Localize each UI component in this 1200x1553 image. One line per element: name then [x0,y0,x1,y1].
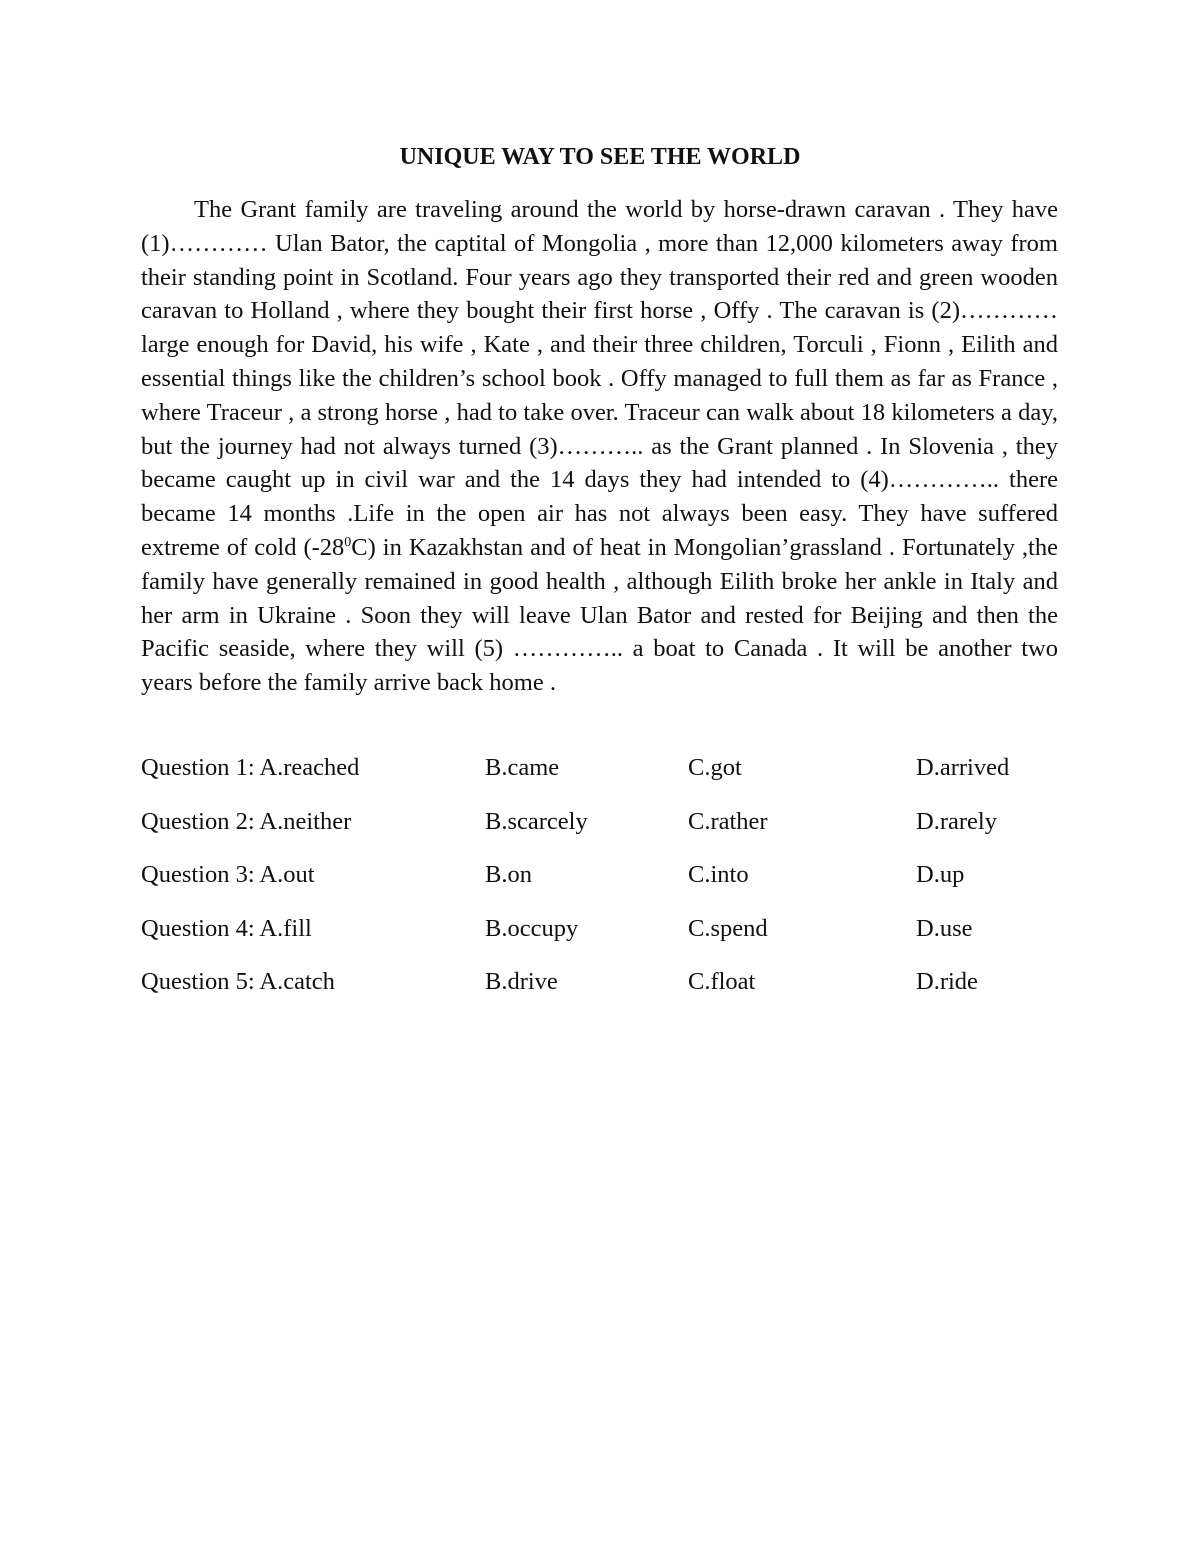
degree-superscript: 0 [344,534,352,550]
question-label-option-a: Question 2: A.neither [141,807,352,835]
option-b: B.came [485,754,560,781]
option-d: D.rarely [916,807,997,835]
question-row [141,965,1081,1019]
option-b: B.scarcely [485,807,588,835]
question-label-option-a: Question 3: A.out [141,861,315,888]
passage-text-part-1: The Grant family are traveling around the world by horse-drawn caravan . They have (1)………… Ulan Bator, the captital of Mongolia , more than 12,000 kilometers away from their standing point in Scotland. Four years ago they transported their red and green wooden caravan to Holland , where they bought their first horse , Offy . The caravan is (2)………… large enough for David, his wife , Kate , and their three children, Torculi , Fionn , Eilith and essential things like the children’s school book . Offy managed to full them as far as France , where Traceur , a strong horse , had to take over. Traceur can walk about 18 kilometers a day, but the journey had not always turned (3)……….. as the Grant planned . In Slovenia , they became caught up in civil war and the 14 days they had intended to (4)………….. there became 14 months .Life in the open air has not always been easy. They have suffered extreme of cold (-28 [141,196,1058,561]
option-c: C.float [688,968,756,995]
passage-text-part-2: C) in Kazakhstan and of heat in Mongolian’grassland . Fortunately ,the family have generally remained in good health , although Eilith broke her ankle in Italy and her arm in Ukraine . Soon they will leave Ulan Bator and rested for Beijing and then the Pacific seaside, where they will (5) ………….. a boat to Canada . It will be another two years before the family arrive back home . [141,533,1058,697]
question-row [141,751,1081,805]
question-label-option-a: Question 4: A.fill [141,914,312,942]
question-list [141,751,1081,1019]
option-b: B.on [485,861,532,888]
option-d: D.use [916,914,973,942]
question-label-option-a: Question 5: A.catch [141,968,335,995]
option-c: C.got [688,754,742,781]
question-row [141,858,1081,912]
option-c: C.spend [688,914,768,942]
page-title: UNIQUE WAY TO SEE THE WORLD [399,144,801,170]
option-d: D.up [916,861,965,888]
reading-passage [141,193,1058,700]
question-row [141,912,1081,966]
option-b: B.occupy [485,914,579,942]
option-c: C.rather [688,807,768,835]
option-d: D.arrived [916,754,1010,781]
option-c: C.into [688,861,749,888]
option-b: B.drive [485,968,558,995]
question-row [141,805,1081,859]
question-label-option-a: Question 1: A.reached [141,754,360,781]
option-d: D.ride [916,968,978,995]
